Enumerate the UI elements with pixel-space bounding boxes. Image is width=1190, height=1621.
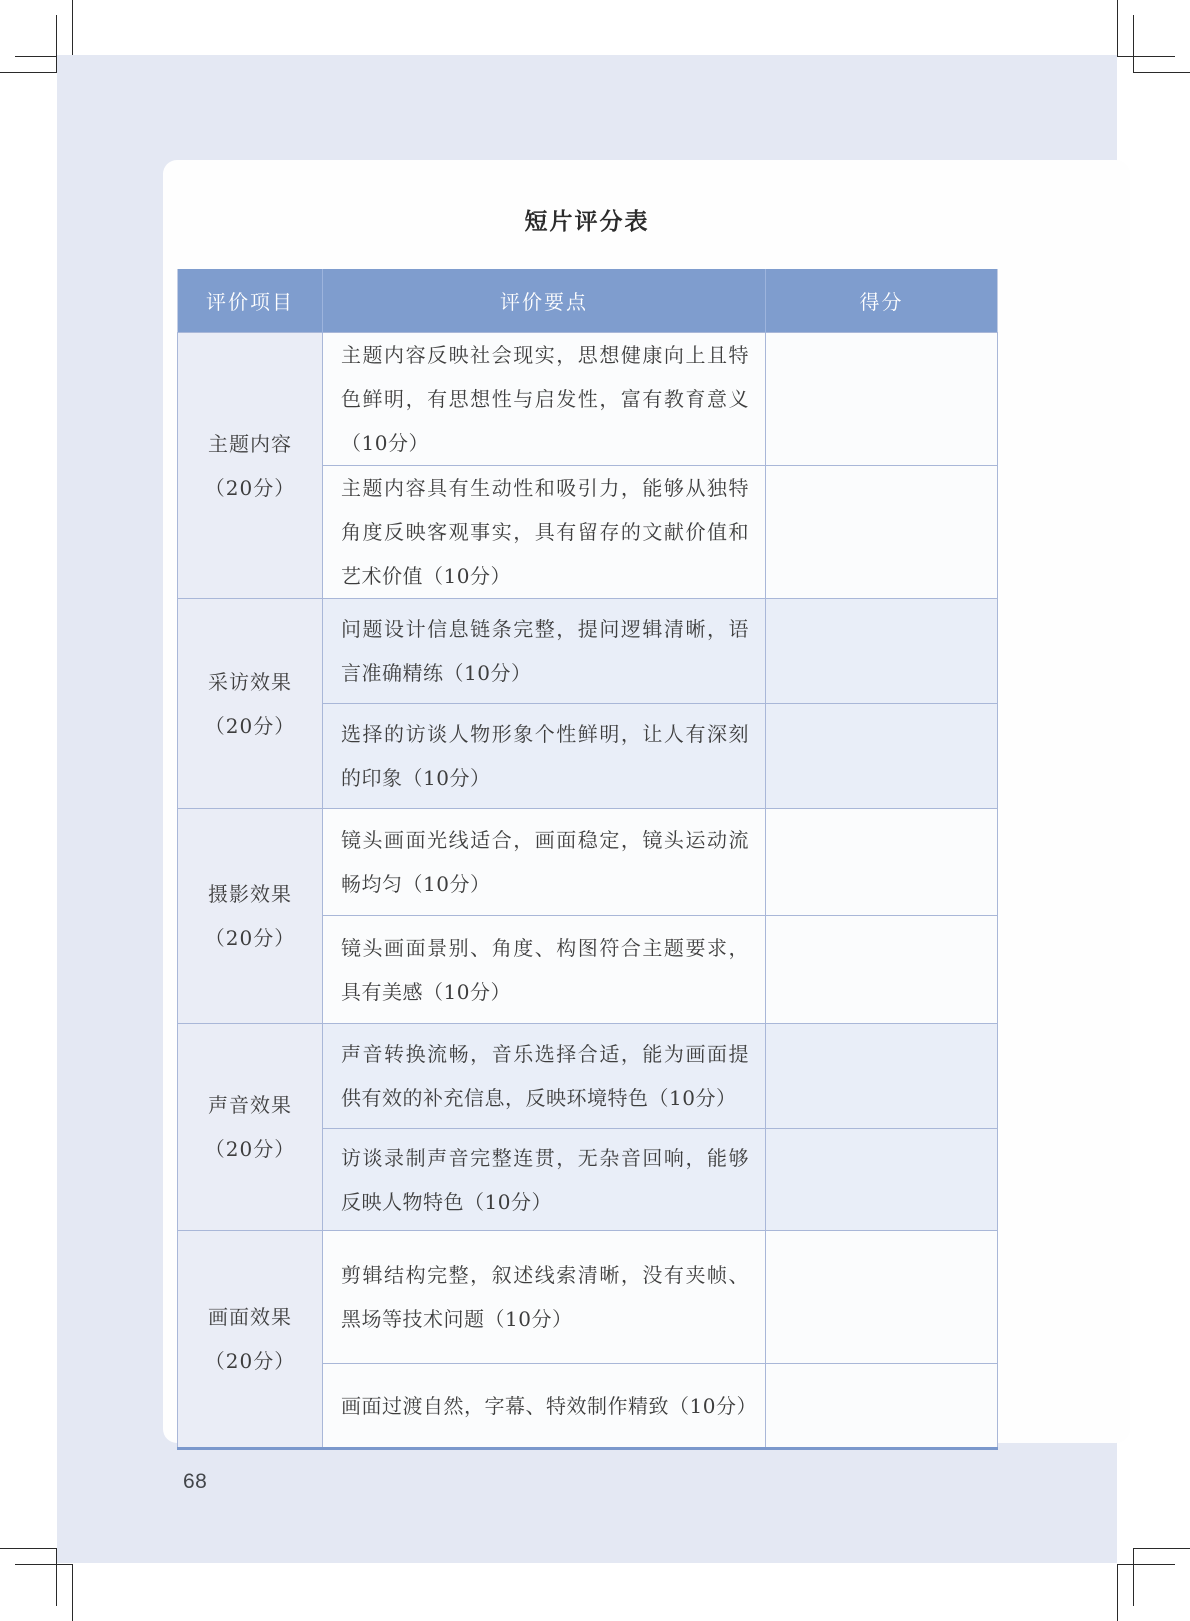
- score-cell: [766, 1231, 998, 1364]
- criterion-cell: 问题设计信息链条完整，提问逻辑清晰，语言准确精练（10分）: [323, 599, 766, 704]
- crop-mark-top-left: [72, 0, 73, 57]
- header-score: 得分: [766, 269, 998, 333]
- criterion-cell: 访谈录制声音完整连贯，无杂音回响，能够反映人物特色（10分）: [323, 1129, 766, 1231]
- category-cell: [178, 599, 323, 809]
- crop-mark-bottom-right: [1117, 1564, 1118, 1621]
- score-cell: [766, 916, 998, 1024]
- crop-mark-top-right: [1133, 72, 1190, 73]
- score-cell: [766, 1129, 998, 1231]
- category-score-label: （20分）: [204, 1349, 296, 1373]
- category-cell: [178, 333, 323, 599]
- table-row: [178, 599, 998, 704]
- crop-mark-bottom-left: [15, 1564, 73, 1565]
- category-name: 摄影效果: [208, 882, 292, 906]
- criterion-cell: 选择的访谈人物形象个性鲜明，让人有深刻的印象（10分）: [323, 704, 766, 809]
- score-cell: [766, 809, 998, 916]
- criterion-cell: 镜头画面光线适合，画面稳定，镜头运动流畅均匀（10分）: [323, 809, 766, 916]
- score-cell: [766, 1364, 998, 1449]
- criterion-cell: 声音转换流畅，音乐选择合适，能为画面提供有效的补充信息，反映环境特色（10分）: [323, 1024, 766, 1129]
- scoring-table: [177, 269, 998, 1450]
- category-cell: [178, 809, 323, 1024]
- crop-mark-top-right: [1117, 0, 1118, 57]
- criterion-cell: 主题内容具有生动性和吸引力，能够从独特角度反映客观事实，具有留存的文献价值和艺术价值（10分）: [323, 466, 766, 599]
- crop-mark-bottom-left: [0, 1548, 57, 1549]
- table-row: [178, 1024, 998, 1129]
- category-name: 主题内容: [208, 431, 292, 456]
- header-evaluation-points: 评价要点: [323, 269, 766, 333]
- crop-mark-bottom-left: [72, 1564, 73, 1621]
- header-evaluation-item: 评价项目: [178, 269, 323, 333]
- table-row: [178, 333, 998, 466]
- category-cell: [178, 1231, 323, 1449]
- table-row: [178, 1231, 998, 1364]
- content-card: [163, 160, 1130, 1443]
- page-title: 短片评分表: [524, 208, 650, 234]
- category-cell: [178, 1024, 323, 1231]
- criterion-cell: 镜头画面景别、角度、构图符合主题要求，具有美感（10分）: [323, 916, 766, 1024]
- score-cell: [766, 466, 998, 599]
- crop-mark-top-right: [1117, 56, 1175, 57]
- category-score-label: （20分）: [204, 926, 296, 950]
- score-cell: [766, 599, 998, 704]
- crop-mark-top-right: [1133, 15, 1134, 73]
- crop-mark-top-left: [0, 72, 57, 73]
- table-row: [178, 809, 998, 916]
- category-score-label: （20分）: [204, 475, 296, 500]
- criterion-cell: 画面过渡自然，字幕、特效制作精致（10分）: [323, 1364, 766, 1449]
- crop-mark-bottom-right: [1133, 1548, 1190, 1549]
- category-name: 声音效果: [208, 1093, 292, 1117]
- category-score-label: （20分）: [204, 1137, 296, 1161]
- category-score-label: （20分）: [204, 713, 296, 738]
- score-cell: [766, 704, 998, 809]
- crop-mark-bottom-right: [1133, 1548, 1134, 1606]
- score-cell: [766, 333, 998, 466]
- page-number: 68: [183, 1470, 208, 1493]
- criterion-cell: 主题内容反映社会现实，思想健康向上且特色鲜明，有思想性与启发性，富有教育意义（10分）: [323, 333, 766, 466]
- category-name: 画面效果: [208, 1305, 292, 1329]
- crop-mark-bottom-right: [1117, 1564, 1175, 1565]
- criterion-cell: 剪辑结构完整，叙述线索清晰，没有夹帧、黑场等技术问题（10分）: [323, 1231, 766, 1364]
- category-name: 采访效果: [208, 669, 292, 694]
- score-cell: [766, 1024, 998, 1129]
- table-header-row: [178, 269, 998, 333]
